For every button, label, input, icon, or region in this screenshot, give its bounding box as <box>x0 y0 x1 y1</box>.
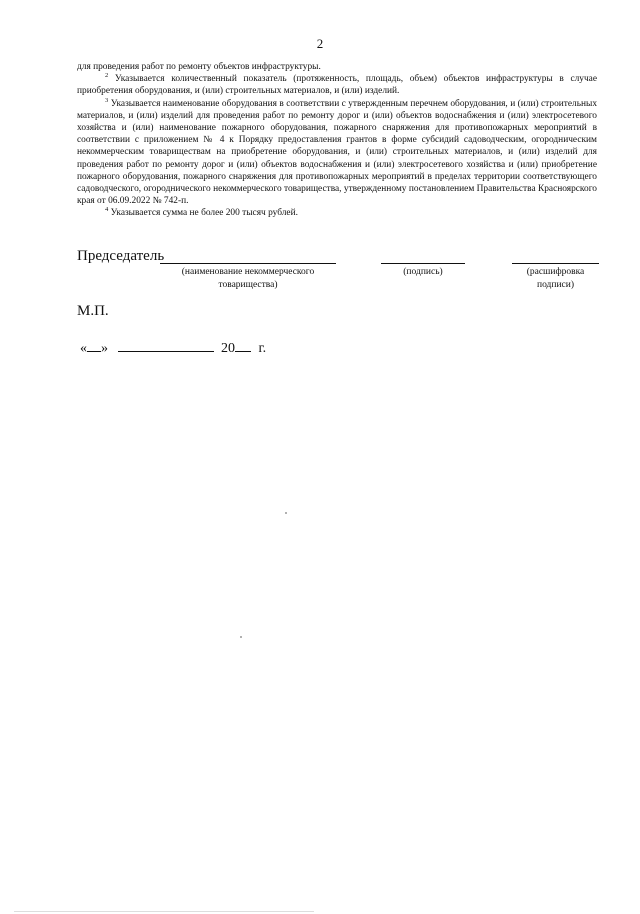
footnote-mark: 4 <box>105 206 109 214</box>
footnote-3 <box>77 98 597 208</box>
organization-name-line <box>160 263 336 264</box>
organization-name-caption <box>160 266 336 292</box>
footnote-text: Указывается количественный показатель (протяженность, площадь, объем) объектов инфраструктуры в случае приобретения оборудования, и (или) строительных материалов, и (или) изделий. <box>77 74 598 97</box>
caption-line: товарищества) <box>218 280 278 290</box>
footnote-mark: 3 <box>105 96 109 104</box>
footnote-mark: 2 <box>105 72 109 80</box>
scan-speck <box>240 636 242 638</box>
signature-decoding-caption <box>508 266 603 292</box>
footnote-text: Указывается сумма не более 200 тысяч рублей. <box>110 208 298 219</box>
year-suffix: г. <box>258 341 267 356</box>
footnote-2 <box>77 73 597 97</box>
chairman-label: Председатель <box>77 248 165 264</box>
date-field <box>80 339 266 357</box>
stamp-placeholder: М.П. <box>77 303 109 319</box>
caption-line: (расшифровка <box>526 267 585 277</box>
caption-line: (наименование некоммерческого <box>181 267 315 277</box>
footnote-continuation: для проведения работ по ремонту объектов инфраструктуры. <box>77 62 321 72</box>
scan-edge-line <box>14 911 314 912</box>
signature-decoding-line <box>512 263 599 264</box>
footnotes-block <box>77 61 597 220</box>
page-number: 2 <box>316 36 324 51</box>
footnote-4 <box>77 207 597 219</box>
date-open-quote: « <box>80 341 87 356</box>
year-blank <box>235 339 251 352</box>
date-close-quote: » <box>101 341 108 356</box>
signature-caption <box>381 266 465 279</box>
scan-speck <box>285 512 287 514</box>
day-blank <box>87 339 101 352</box>
caption-line: подписи) <box>536 280 575 290</box>
year-prefix: 20 <box>221 341 235 356</box>
caption-line: (подпись) <box>403 267 443 277</box>
signature-line <box>381 263 465 264</box>
footnote-text: Указывается наименование оборудования в соответствии с утвержденным перечнем оборудования, и (или) строительных материалов, и (или) изделий для проведения работ по ремонту дорог и (или) объектов водоснабжения и (или) электросетевого хозяйства и (или) наименование пожарного оборудования, пожарного снаряжения для противопожарных мероприятий в соответствии с приложением № 4 к Порядку предоставления грантов в форме субсидий садоводческим, огородническим некоммерческим товариществам на приобретение оборудования, и (или) строительных материалов, и (или) изделий для проведения работ по ремонту дорог и (или) объектов водоснабжения и (или) электросетевого хозяйства и (или) приобретение пожарного оборудования, пожарного снаряжения для противопожарных мероприятий в пределах территории соответствующего садоводческого, огороднического некоммерческого товарищества, утвержденному постановлением Правительства Красноярского края от 06.09.2022 № 742-п. <box>77 98 598 207</box>
month-blank <box>118 339 214 352</box>
